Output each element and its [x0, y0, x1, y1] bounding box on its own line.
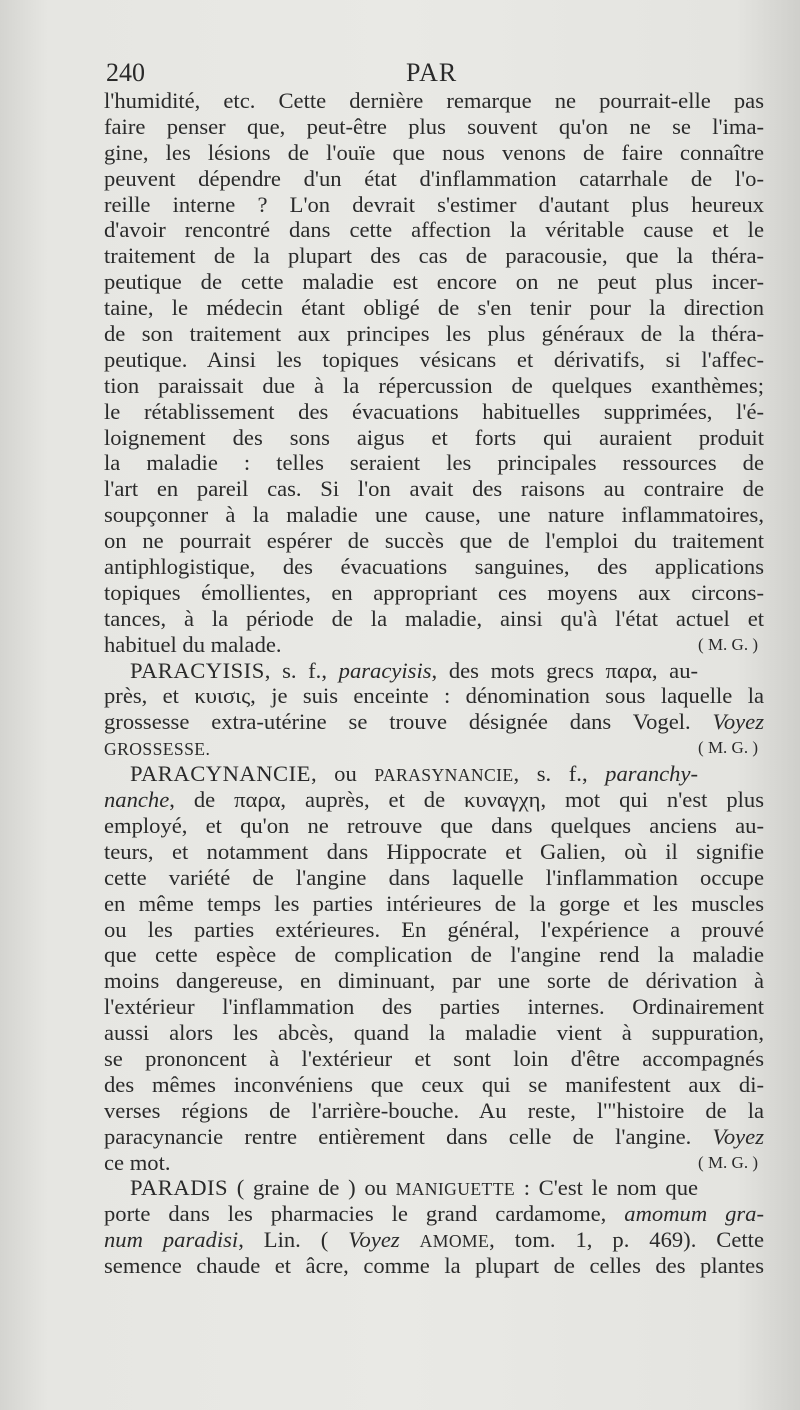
- text-run: , ou: [310, 761, 375, 787]
- text-line: [104, 658, 764, 684]
- text-run: [400, 1227, 420, 1252]
- text-line: se prononcent à l'extérieur et sont loin d'être accompagnés: [104, 1045, 764, 1071]
- text-line: verses régions de l'arrière-bouche. Au reste, l'"histoire de la: [104, 1097, 764, 1123]
- text-line: antiphlogistique, des évacuations sanguines, des applications: [104, 554, 764, 580]
- entry-paradis: [104, 1175, 764, 1279]
- running-head: PAR: [406, 58, 458, 87]
- text-line: tances, à la période de la maladie, ainsi qu'à l'état actuel et: [104, 605, 764, 631]
- author-signature: ( M. G. ): [698, 1152, 758, 1172]
- text-line: en même temps les parties intérieures de la gorge et les muscles: [104, 890, 764, 916]
- author-signature: ( M. G. ): [698, 634, 758, 654]
- text-line: tion paraissait due à la répercussion de quelques exanthèmes;: [104, 372, 764, 398]
- text-run: ( graine de ) ou: [228, 1175, 396, 1201]
- text-line: aussi alors les abcès, quand la maladie vient à suppuration,: [104, 1020, 764, 1046]
- text-line: ou les parties extérieures. En général, l'expérience a prouvé: [104, 916, 764, 942]
- text-line: employé, et qu'on ne retrouve que dans quelques anciens au-: [104, 812, 764, 838]
- text-line: teurs, et notamment dans Hippocrate et Galien, où il signifie: [104, 838, 764, 864]
- page-header: [106, 58, 762, 92]
- page-number: 240: [106, 58, 145, 87]
- text-line: on ne pourrait espérer de succès que de l'emploi du traitement: [104, 528, 764, 554]
- entry-paracyisis: [104, 658, 764, 762]
- entry-headword: PARADIS: [130, 1175, 229, 1201]
- text-line: peuvent dépendre d'un état d'inflammation catarrhale de l'o-: [104, 165, 764, 191]
- cross-reference: MANIGUETTE: [395, 1179, 516, 1200]
- text-run: , tom. 1, p. 469). Cette: [489, 1227, 764, 1253]
- text-line: la maladie : telles seraient les principales ressources de: [104, 450, 764, 476]
- text-line: que cette espèce de complication de l'angine rend la maladie: [104, 942, 764, 968]
- page-body: [104, 88, 764, 1279]
- italic-term: num paradisi: [104, 1227, 239, 1253]
- text-line: des mêmes inconvéniens que ceux qui se manifestent aux di-: [104, 1071, 764, 1097]
- paragraph-paracousie-end: [104, 88, 764, 658]
- text-run: , des mots grecs παρα, au-: [431, 657, 699, 683]
- text-line: cette variété de l'angine dans laquelle l'inflammation occupe: [104, 864, 764, 890]
- cross-reference: GROSSESSE.: [104, 739, 211, 760]
- text-line: faire penser que, peut-être plus souvent qu'on ne se l'ima-: [104, 113, 764, 139]
- text-run: porte dans les pharmacies le grand cardamome,: [104, 1201, 625, 1227]
- entry-paracynancie: [104, 761, 764, 1175]
- text-run: : C'est le nom que: [515, 1175, 699, 1201]
- text-line: reille interne ? L'on devrait s'estimer d'autant plus heureux: [104, 191, 764, 217]
- text-line: loignement des sons aigus et forts qui auraient produit: [104, 424, 764, 450]
- text-line: [104, 735, 764, 761]
- text-line: d'avoir rencontré dans cette affection la véritable cause et le: [104, 217, 764, 243]
- text-line: [104, 787, 764, 813]
- italic-term: Voyez: [712, 709, 764, 735]
- text-run: , Lin. (: [238, 1227, 349, 1253]
- text-run: paracynancie rentre entièrement dans celle de l'angine.: [104, 1123, 713, 1149]
- text-line: l'art en pareil cas. Si l'on avait des raisons au contraire de: [104, 476, 764, 502]
- text-line: [104, 632, 764, 658]
- text-line: le rétablissement des évacuations habituelles supprimées, l'é-: [104, 398, 764, 424]
- text-line: [104, 709, 764, 735]
- text-line: moins dangereuse, en diminuant, par une sorte de dérivation à: [104, 968, 764, 994]
- text-line: traitement de la plupart des cas de paracousie, que la théra-: [104, 243, 764, 269]
- entry-headword: PARACYISIS: [130, 657, 265, 683]
- text-line: semence chaude et âcre, comme la plupart de celles des plantes: [104, 1253, 764, 1279]
- text-line: [104, 1175, 764, 1201]
- text-line: topiques émollientes, en appropriant ces moyens aux circons-: [104, 579, 764, 605]
- text-run: , s. f.,: [513, 761, 606, 787]
- text-line: gine, les lésions de l'ouïe que nous venons de faire connaître: [104, 139, 764, 165]
- text-run: , s. f.,: [264, 657, 339, 683]
- text-line: [104, 1201, 764, 1227]
- italic-term: Voyez: [712, 1123, 764, 1149]
- italic-term: amomum gra-: [624, 1201, 765, 1227]
- text-line: soupçonner à la maladie une cause, une nature inflammatoires,: [104, 502, 764, 528]
- text-line: taine, le médecin étant obligé de s'en tenir pour la direction: [104, 295, 764, 321]
- text-line: [104, 1227, 764, 1253]
- cross-reference: AMOME: [419, 1231, 490, 1252]
- text-line: l'humidité, etc. Cette dernière remarque ne pourrait-elle pas: [104, 88, 764, 113]
- text-line: [104, 761, 764, 787]
- italic-term: paracyisis: [338, 657, 432, 683]
- text-line: [104, 1124, 764, 1150]
- italic-term: Voyez: [348, 1227, 400, 1253]
- text-line: de son traitement aux principes les plus généraux de la théra-: [104, 321, 764, 347]
- text-run: ce mot.: [104, 1149, 171, 1175]
- text-line: l'extérieur l'inflammation des parties internes. Ordinairement: [104, 994, 764, 1020]
- text-run: grossesse extra-utérine se trouve désignée dans Vogel.: [104, 709, 713, 735]
- entry-headword: PARACYNANCIE: [130, 761, 311, 787]
- author-signature: ( M. G. ): [698, 738, 758, 758]
- text-line: [104, 1150, 764, 1176]
- text-line: peutique. Ainsi les topiques vésicans et dérivatifs, si l'affec-: [104, 346, 764, 372]
- italic-term: paranchy-: [605, 761, 699, 787]
- text-line: près, et κυισις, je suis enceinte : dénomination sous laquelle la: [104, 683, 764, 709]
- text-line: peutique de cette maladie est encore on ne peut plus incer-: [104, 269, 764, 295]
- text-run: , de παρα, auprès, et de κυναγχη, mot qui n'est plus: [169, 787, 764, 813]
- line-text: habituel du malade.: [104, 631, 282, 657]
- italic-term: nanche: [104, 787, 170, 813]
- cross-reference: PARASYNANCIE: [374, 765, 514, 786]
